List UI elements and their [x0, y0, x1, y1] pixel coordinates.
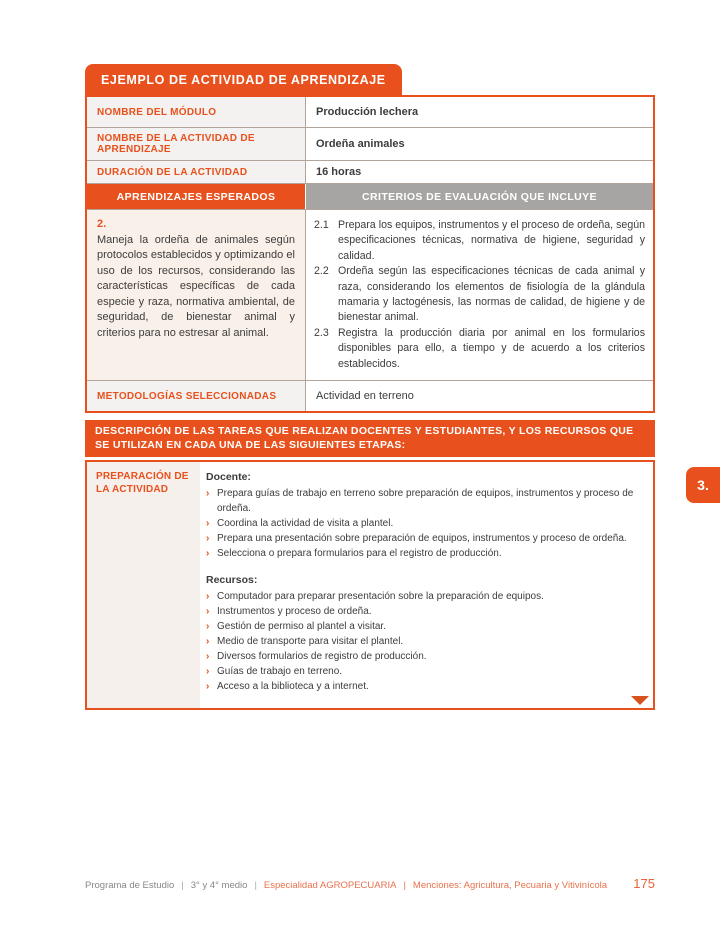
recursos-heading: Recursos: — [206, 574, 258, 587]
criterion-number: 2.1 — [314, 219, 329, 231]
methodologies-value: Actividad en terreno — [305, 381, 653, 411]
criterion-text: Registra la producción diaria por animal en los formularios disponibles para ello, a tiempo y de acuerdo a los criterios establecidos. — [338, 326, 645, 370]
table-row — [87, 97, 653, 127]
chapter-side-tab: 3. — [686, 467, 720, 503]
duration-label: DURACIÓN DE LA ACTIVIDAD — [87, 161, 305, 183]
bullet-icon: › — [206, 488, 210, 500]
preparation-row — [87, 462, 653, 708]
expected-learning-header: APRENDIZAJES ESPERADOS — [87, 184, 305, 209]
bullet-icon: › — [206, 666, 210, 678]
activity-table — [85, 95, 655, 413]
list-item-text: Computador para preparar presentación sobre la preparación de equipos. — [217, 591, 544, 603]
page-title: EJEMPLO DE ACTIVIDAD DE APRENDIZAJE — [85, 64, 402, 95]
list-item-text: Gestión de permiso al plantel a visitar. — [217, 621, 386, 633]
preparation-stage-label: PREPARACIÓN DE LA ACTIVIDAD — [87, 462, 200, 708]
list-item — [206, 679, 643, 694]
docente-heading: Docente: — [206, 471, 251, 484]
list-item-text: Coordina la actividad de visita a plantel. — [217, 518, 394, 530]
footer-separator: | — [181, 880, 184, 891]
footer-mentions: Menciones: Agricultura, Pecuaria y Vitivinícola — [412, 880, 608, 891]
page-number: 175 — [633, 876, 655, 891]
list-item-text: Guías de trabajo en terreno. — [217, 666, 343, 678]
footer-separator: | — [254, 880, 257, 891]
page-footer — [85, 876, 655, 891]
activity-name-label: NOMBRE DE LA ACTIVIDAD DE APRENDIZAJE — [87, 128, 305, 160]
docente-list — [206, 486, 643, 561]
preparation-content — [200, 462, 653, 708]
activity-document — [85, 64, 655, 710]
criterion-text: Ordeña según las especificaciones técnicas de cada animal y raza, considerando los elementos de fisiología de la glándula mamaria y lactogénesis, las normas de calidad, de higiene y de bienestar animal. — [338, 265, 645, 324]
criterion-item — [314, 264, 645, 326]
list-item — [206, 619, 643, 634]
module-name-label: NOMBRE DEL MÓDULO — [87, 97, 305, 127]
list-item-text: Instrumentos y proceso de ordeña. — [217, 606, 372, 618]
bullet-icon: › — [206, 636, 210, 648]
criterion-item — [314, 326, 645, 372]
footer-specialty: Especialidad AGROPECUARIA — [263, 880, 397, 891]
list-item-text: Diversos formularios de registro de producción. — [217, 651, 427, 663]
bullet-icon: › — [206, 681, 210, 693]
duration-value: 16 horas — [305, 161, 653, 183]
more-content-triangle-icon — [631, 696, 649, 705]
criteria-cell — [305, 210, 653, 380]
list-item — [206, 664, 643, 679]
footer-separator: | — [403, 880, 406, 891]
table-header-row — [87, 183, 653, 209]
bullet-icon: › — [206, 621, 210, 633]
table-row — [87, 380, 653, 411]
footer-grades: 3° y 4° medio — [190, 880, 248, 891]
criterion-item — [314, 218, 645, 264]
list-item-text: Acceso a la biblioteca y a internet. — [217, 681, 369, 693]
learning-number: 2. — [97, 218, 107, 230]
bullet-icon: › — [206, 518, 210, 530]
bullet-icon: › — [206, 548, 210, 560]
list-item — [206, 486, 643, 516]
list-item — [206, 531, 643, 546]
list-item-text: Medio de transporte para visitar el plantel. — [217, 636, 404, 648]
bullet-icon: › — [206, 533, 210, 545]
list-item — [206, 634, 643, 649]
list-item — [206, 649, 643, 664]
tasks-description-band: DESCRIPCIÓN DE LAS TAREAS QUE REALIZAN DOCENTES Y ESTUDIANTES, Y LOS RECURSOS QUE SE UTILIZAN EN CADA UNA DE LAS SIGUIENTES ETAPAS: — [85, 420, 655, 457]
criterion-number: 2.2 — [314, 265, 329, 278]
bullet-icon: › — [206, 606, 210, 618]
module-name-value: Producción lechera — [305, 97, 653, 127]
footer-program: Programa de Estudio — [85, 880, 175, 891]
list-item-text: Prepara una presentación sobre preparación de equipos, instrumentos y proceso de ordeña. — [217, 533, 627, 545]
list-item — [206, 604, 643, 619]
list-item-text: Selecciona o prepara formularios para el registro de producción. — [217, 548, 502, 560]
table-row — [87, 127, 653, 160]
bullet-icon: › — [206, 591, 210, 603]
learning-text: Maneja la ordeña de animales según protocolos establecidos y optimizando el uso de los recursos, considerando las características específicas de cada especie y raza, normativa ambiental, de seguridad, de bienestar animal y criterios para no estresar al animal. — [97, 233, 295, 339]
preparation-table — [85, 460, 655, 710]
criterion-number: 2.3 — [314, 326, 329, 339]
learning-content-row — [87, 209, 653, 380]
list-item-text: Prepara guías de trabajo en terreno sobre preparación de equipos, instrumentos y proceso de ordeña. — [217, 488, 634, 515]
methodologies-label: METODOLOGÍAS SELECCIONADAS — [87, 381, 305, 411]
bullet-icon: › — [206, 651, 210, 663]
criterion-text: Prepara los equipos, instrumentos y el proceso de ordeña, según especificaciones técnicas, normativa de higiene, seguridad y calidad. — [338, 219, 645, 262]
table-row — [87, 160, 653, 183]
list-item — [206, 546, 643, 561]
list-item — [206, 516, 643, 531]
expected-learning-cell — [87, 210, 305, 380]
list-item — [206, 589, 643, 604]
activity-name-value: Ordeña animales — [305, 128, 653, 160]
evaluation-criteria-header: CRITERIOS DE EVALUACIÓN QUE INCLUYE — [305, 184, 653, 209]
recursos-list — [206, 589, 643, 694]
